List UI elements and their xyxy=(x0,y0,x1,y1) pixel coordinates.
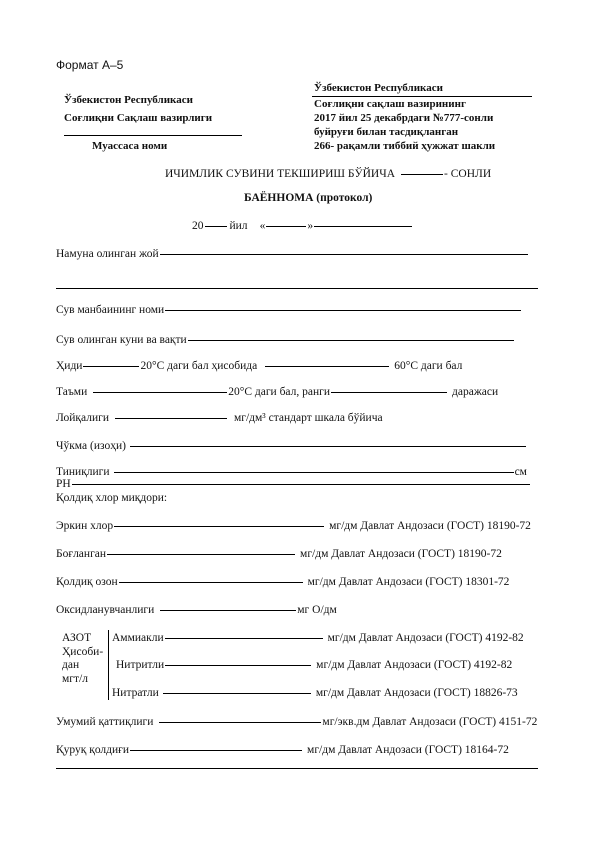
ammonia-input[interactable] xyxy=(165,637,323,639)
residual-chlorine-label: Қолдиқ хлор миқдори: xyxy=(56,492,168,504)
oxidizability-input[interactable] xyxy=(160,609,296,611)
ph-row xyxy=(56,478,531,490)
nitrogen-label-line4: мгт/л xyxy=(62,672,88,685)
hardness-label: Умумий қаттиқлиги xyxy=(56,716,154,728)
sediment-row xyxy=(56,440,527,452)
dry-residue-unit: мг/дм Давлат Андозаси (ГОСТ) 18164-72 xyxy=(307,744,509,756)
taste-row xyxy=(56,386,498,398)
nitrogen-group-bracket xyxy=(108,630,109,700)
right-header-rule xyxy=(312,96,532,97)
format-label: Формат А–5 xyxy=(56,58,124,72)
water-source-input[interactable] xyxy=(165,309,521,311)
date-month-blank[interactable] xyxy=(314,225,412,227)
turbidity-row xyxy=(56,412,383,424)
oxidizability-row xyxy=(56,604,337,616)
smell-input-1[interactable] xyxy=(83,365,139,367)
free-chlorine-label: Эркин хлор xyxy=(56,520,114,532)
left-header-country: Ўзбекистон Республикаси xyxy=(64,94,193,106)
right-header-form-number: 266- рақамли тиббий ҳужжат шакли xyxy=(314,140,496,152)
date-quote-close: » xyxy=(307,220,314,232)
date-day-blank[interactable] xyxy=(266,225,306,227)
right-header-country: Ўзбекистон Республикаси xyxy=(314,82,443,94)
nitrate-label: Нитратли xyxy=(112,687,159,699)
nitrite-row xyxy=(116,659,512,671)
hardness-row xyxy=(56,716,537,728)
taste-degree-label: даражаси xyxy=(452,386,499,398)
turbidity-input[interactable] xyxy=(115,417,227,419)
bound-chlorine-label: Боғланган xyxy=(56,548,107,560)
left-header-ministry: Соғлиқни Сақлаш вазирлиги xyxy=(64,112,213,124)
transparency-input[interactable] xyxy=(114,471,514,473)
transparency-unit: см xyxy=(514,466,527,478)
sampling-datetime-input[interactable] xyxy=(188,339,514,341)
turbidity-unit: мг/дм³ стандарт шкала бўйича xyxy=(233,412,383,424)
title-text: ИЧИМЛИК СУВИНИ ТЕКШИРИШ БЎЙИЧА xyxy=(165,168,396,180)
right-header-approved: буйруғи билан тасдиқланган xyxy=(314,126,459,138)
nitrate-unit: мг/дм Давлат Андозаси (ГОСТ) 18826-73 xyxy=(315,687,518,699)
title-suffix: - СОНЛИ xyxy=(444,168,492,180)
ph-input[interactable] xyxy=(72,483,530,485)
residual-ozone-row xyxy=(56,576,509,588)
smell-label: Ҳиди xyxy=(56,360,83,372)
taste-label: Таъми xyxy=(56,386,88,398)
document-title-line2: БАЁННОМА (протокол) xyxy=(244,192,373,204)
date-year-prefix: 20 xyxy=(192,220,204,232)
nitrate-row xyxy=(112,687,518,699)
date-year-word: йил xyxy=(229,220,248,232)
residual-ozone-input[interactable] xyxy=(119,581,303,583)
hardness-unit: мг/экв.дм Давлат Андозаси (ГОСТ) 4151-72 xyxy=(322,716,538,728)
transparency-label: Тиниқлиги xyxy=(56,466,110,478)
residual-ozone-label: Қолдиқ озон xyxy=(56,576,118,588)
sample-place-row xyxy=(56,248,529,260)
nitrite-label: Нитритли xyxy=(116,659,165,671)
nitrogen-label-line3: дан xyxy=(62,659,80,671)
transparency-row xyxy=(56,466,527,478)
nitrite-unit: мг/дм Давлат Андозаси (ГОСТ) 4192-82 xyxy=(316,659,513,671)
color-input[interactable] xyxy=(331,391,447,393)
institution-name-line[interactable] xyxy=(64,135,242,136)
nitrite-input[interactable] xyxy=(165,664,311,666)
sample-place-label: Намуна олинган жой xyxy=(56,248,159,260)
sampling-datetime-label: Сув олинган куни ва вақти xyxy=(56,334,187,346)
bound-chlorine-unit: мг/дм Давлат Андозаси (ГОСТ) 18190-72 xyxy=(300,548,502,560)
oxidizability-unit: мг О/дм xyxy=(297,604,337,616)
bottom-rule xyxy=(56,768,538,769)
date-line xyxy=(192,220,413,232)
smell-20-label: 20°С даги бал ҳисобида xyxy=(140,360,258,372)
right-header-order: 2017 йил 25 декабрдаги №777-сонли xyxy=(314,112,494,124)
institution-caption: Муассаса номи xyxy=(92,140,168,152)
free-chlorine-row xyxy=(56,520,531,532)
dry-residue-row xyxy=(56,744,509,756)
hardness-input[interactable] xyxy=(159,721,321,723)
water-source-row xyxy=(56,304,522,316)
nitrogen-group-label xyxy=(62,632,103,686)
turbidity-label: Лойқалиги xyxy=(56,412,109,424)
sampling-datetime-row xyxy=(56,334,515,346)
document-title-line1 xyxy=(165,168,491,180)
dry-residue-input[interactable] xyxy=(130,749,302,751)
water-source-label: Сув манбаининг номи xyxy=(56,304,165,316)
dry-residue-label: Қуруқ қолдиғи xyxy=(56,744,130,756)
ammonia-unit: мг/дм Давлат Андозаси (ГОСТ) 4192-82 xyxy=(327,632,524,644)
nitrate-input[interactable] xyxy=(163,692,311,694)
nitrogen-label-line1: АЗОТ xyxy=(62,632,92,644)
free-chlorine-unit: мг/дм Давлат Андозаси (ГОСТ) 18190-72 xyxy=(329,520,531,532)
residual-ozone-unit: мг/дм Давлат Андозаси (ГОСТ) 18301-72 xyxy=(307,576,510,588)
sample-place-input[interactable] xyxy=(160,253,528,255)
smell-60-label: 60°С даги бал xyxy=(394,360,463,372)
oxidizability-label: Оксидланувчанлиги xyxy=(56,604,155,616)
protocol-number-blank[interactable] xyxy=(401,173,443,175)
sediment-input[interactable] xyxy=(130,445,526,447)
ammonia-row xyxy=(112,632,524,644)
bound-chlorine-row xyxy=(56,548,502,560)
residual-chlorine-heading xyxy=(56,492,167,504)
taste-input[interactable] xyxy=(93,391,227,393)
date-quote-open: « xyxy=(259,220,266,232)
ph-label: РН xyxy=(56,478,71,490)
bound-chlorine-input[interactable] xyxy=(107,553,295,555)
nitrogen-label-line2: Ҳисоби- xyxy=(62,645,104,658)
sample-place-continuation-line[interactable] xyxy=(56,288,538,289)
right-header-ministry: Соғлиқни сақлаш вазирининг xyxy=(314,98,466,110)
ammonia-label: Аммиакли xyxy=(112,632,164,644)
free-chlorine-input[interactable] xyxy=(114,525,324,527)
taste-20-label: 20°С даги бал, ранги xyxy=(228,386,331,398)
smell-input-2[interactable] xyxy=(265,365,389,367)
smell-row xyxy=(56,360,462,372)
sediment-label: Чўкма (изоҳи) xyxy=(56,440,126,452)
date-year-blank[interactable] xyxy=(205,225,227,227)
